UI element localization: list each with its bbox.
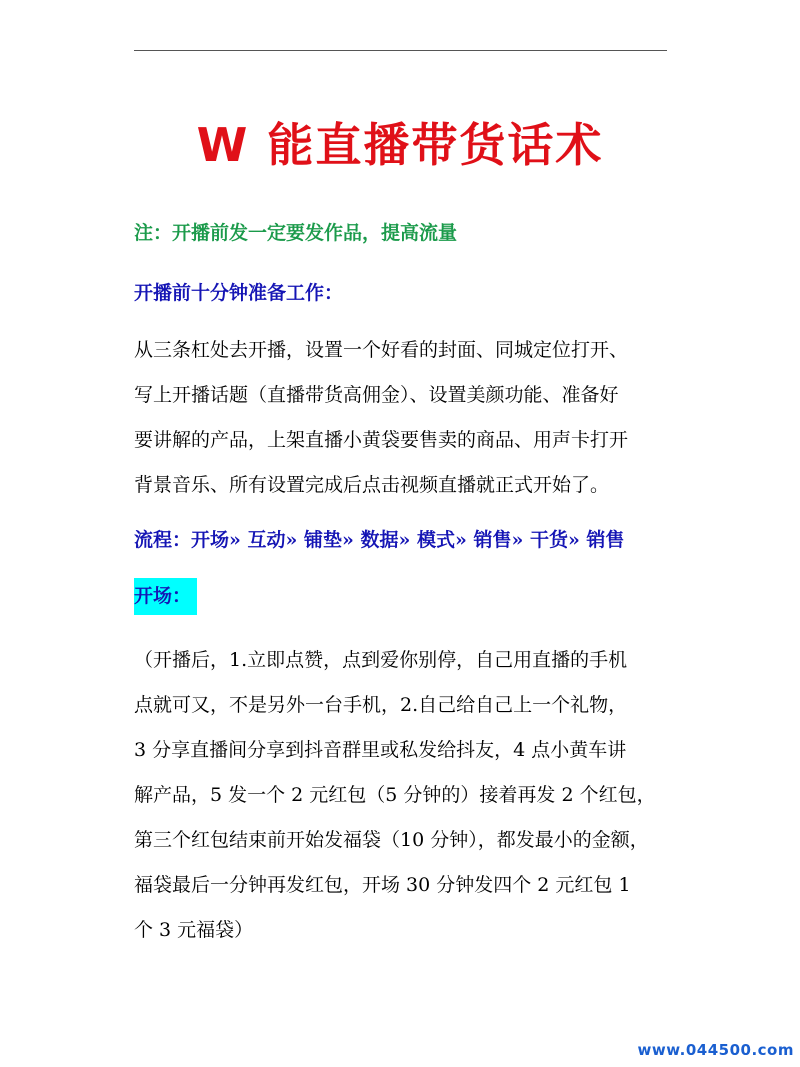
prep-line-4: 背景音乐、所有设置完成后点击视频直播就正式开始了。 (134, 474, 610, 496)
document-title: W 能直播带货话术 (196, 118, 604, 172)
note-line: 注：开播前发一定要发作品，提高流量 (134, 222, 458, 244)
prep-paragraph (134, 328, 674, 508)
site-watermark: www.044500.com (637, 1041, 794, 1059)
opening-line-3: 3 分享直播间分享到抖音群里或私发给抖友，4 点小黄车讲 (134, 739, 627, 761)
top-divider (134, 50, 667, 51)
prep-heading: 开播前十分钟准备工作： (134, 282, 344, 304)
opening-line-4: 解产品，5 发一个 2 元红包（5 分钟的）接着再发 2 个红包， (134, 784, 656, 806)
opening-line-2: 点就可又，不是另外一台手机，2.自己给自己上一个礼物， (134, 694, 628, 716)
prep-line-2: 写上开播话题（直播带货高佣金）、设置美颜功能、准备好 (134, 384, 619, 406)
opening-line-6: 福袋最后一分钟再发红包，开场 30 分钟发四个 2 元红包 1 (134, 874, 631, 896)
flow-line: 流程：开场» 互动» 铺垫» 数据» 模式» 销售» 干货» 销售 (134, 529, 625, 551)
opening-paragraph (134, 638, 674, 953)
prep-line-3: 要讲解的产品，上架直播小黄袋要售卖的商品、用声卡打开 (134, 429, 629, 451)
opening-line-5: 第三个红包结束前开始发福袋（10 分钟），都发最小的金额， (134, 829, 649, 851)
opening-label: 开场： (134, 578, 197, 615)
opening-line-1: （开播后，1.立即点赞，点到爱你别停，自己用直播的手机 (134, 649, 628, 671)
prep-line-1: 从三条杠处去开播，设置一个好看的封面、同城定位打开、 (134, 339, 629, 361)
opening-line-7: 个 3 元福袋） (134, 919, 254, 941)
